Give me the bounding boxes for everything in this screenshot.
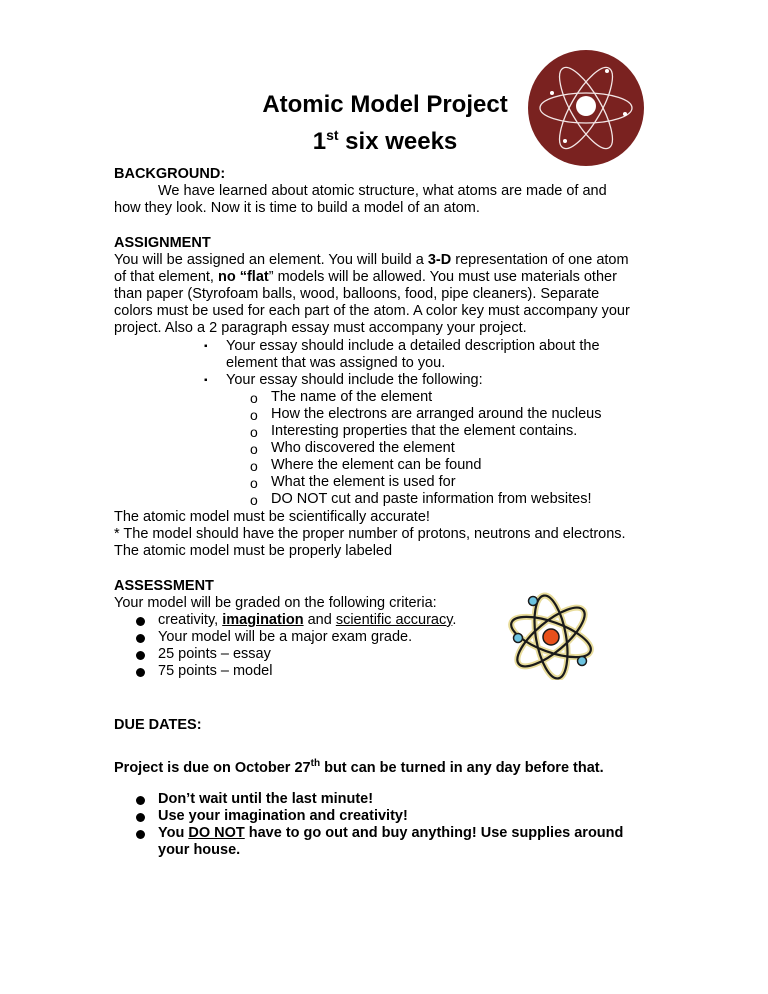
assignment-text-line: You will be assigned an element. You will build a 3-D representation of one atom <box>114 252 629 268</box>
essay-sub-item: Where the element can be found <box>271 457 482 473</box>
requirement-line: The atomic model must be properly labeled <box>114 543 393 559</box>
square-bullet-icon: ▪ <box>204 341 208 352</box>
essay-sub-item: Who discovered the element <box>271 440 455 456</box>
assignment-heading: ASSIGNMENT <box>114 235 211 251</box>
bullet-dot-icon <box>136 651 145 660</box>
page-title: Atomic Model Project <box>262 91 508 118</box>
bullet-dot-icon <box>136 617 145 626</box>
essay-sub-item: What the element is used for <box>271 474 456 490</box>
criteria-item: creativity, imagination and scientific accuracy. <box>158 612 457 628</box>
assignment-text-line: of that element, no “flat” models will be allowed. You must use materials other <box>114 269 617 285</box>
atom-clipart-icon <box>505 592 603 680</box>
essay-bullet-text: element that was assigned to you. <box>226 355 446 371</box>
bullet-dot-icon <box>136 796 145 805</box>
essay-sub-item: DO NOT cut and paste information from websites! <box>271 491 592 507</box>
circle-bullet-icon: o <box>250 424 258 440</box>
essay-sub-item: Interesting properties that the element contains. <box>271 423 578 439</box>
requirement-line: * The model should have the proper number of protons, neutrons and electrons. <box>114 526 626 542</box>
tip-item: Don’t wait until the last minute! <box>158 791 374 807</box>
bullet-dot-icon <box>136 668 145 677</box>
circle-bullet-icon: o <box>250 458 258 474</box>
requirement-line: The atomic model must be scientifically accurate! <box>114 509 430 525</box>
bullet-dot-icon <box>136 813 145 822</box>
page-subtitle: 1st six weeks <box>312 127 458 155</box>
background-text-line: We have learned about atomic structure, what atoms are made of and <box>158 183 607 199</box>
square-bullet-icon: ▪ <box>204 375 208 386</box>
essay-bullet-text: Your essay should include the following: <box>226 372 483 388</box>
tip-item: Use your imagination and creativity! <box>158 808 408 824</box>
essay-bullet-text: Your essay should include a detailed description about the <box>226 338 600 354</box>
due-dates-heading: DUE DATES: <box>114 717 202 733</box>
circle-bullet-icon: o <box>250 475 258 491</box>
bullet-dot-icon <box>136 830 145 839</box>
circle-bullet-icon: o <box>250 390 258 406</box>
bullet-dot-icon <box>136 634 145 643</box>
criteria-item: 25 points – essay <box>158 646 271 662</box>
tip-item: your house. <box>158 842 241 858</box>
assessment-intro: Your model will be graded on the following criteria: <box>114 595 437 611</box>
assignment-text-line: than paper (Styrofoam balls, wood, balloons, food, pipe cleaners). Separate <box>114 286 600 302</box>
criteria-item: 75 points – model <box>158 663 273 679</box>
assessment-heading: ASSESSMENT <box>114 578 214 594</box>
assignment-text-line: colors must be used for each part of the atom. A color key must accompany your <box>114 303 630 319</box>
background-text-line: how they look. Now it is time to build a model of an atom. <box>114 200 480 216</box>
due-date-text: Project is due on October 27th but can be turned in any day before that. <box>114 758 604 776</box>
circle-bullet-icon: o <box>250 441 258 457</box>
tip-item: You DO NOT have to go out and buy anything! Use supplies around <box>158 825 624 841</box>
assignment-text-line: project. Also a 2 paragraph essay must accompany your project. <box>114 320 527 336</box>
circle-bullet-icon: o <box>250 407 258 423</box>
background-heading: BACKGROUND: <box>114 166 226 182</box>
essay-sub-item: How the electrons are arranged around the nucleus <box>271 406 602 422</box>
essay-sub-item: The name of the element <box>271 389 433 405</box>
criteria-item: Your model will be a major exam grade. <box>158 629 413 645</box>
circle-bullet-icon: o <box>250 492 258 508</box>
